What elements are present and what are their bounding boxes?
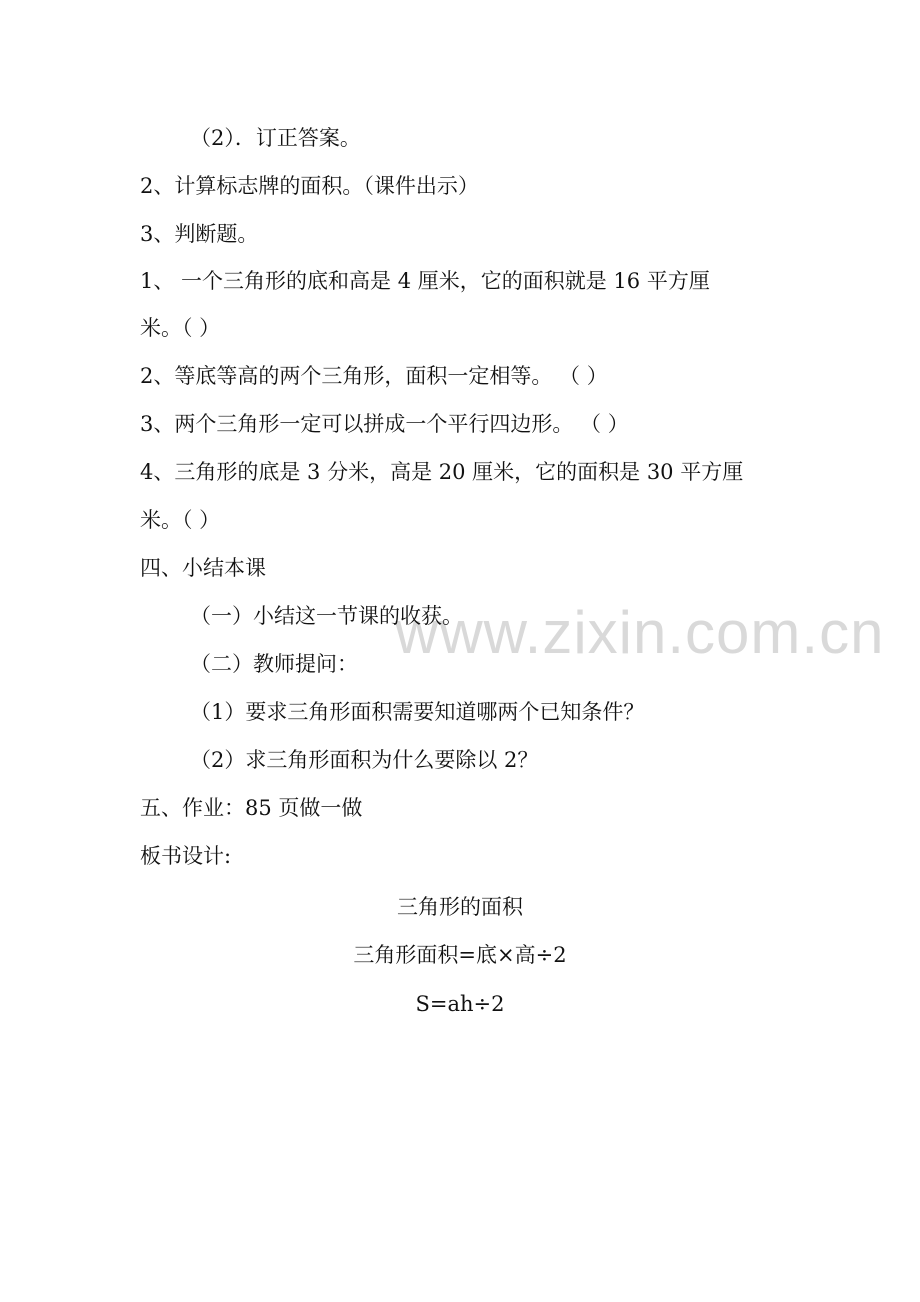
- judgement-item-3: 3、两个三角形一定可以拼成一个平行四边形。 （ ）: [140, 412, 629, 436]
- summary-item-2: （二）教师提问：: [190, 652, 358, 676]
- sign-area-task-line: 2、计算标志牌的面积。（课件出示）: [140, 174, 479, 198]
- summary-heading: 四、小结本课: [140, 556, 266, 580]
- watermark: www.zixin.com.cn: [395, 599, 885, 666]
- judgement-heading: 3、判断题。: [140, 222, 259, 246]
- answer-correction-line: （2）．订正答案。: [190, 126, 361, 150]
- board-formula-symbols: S=ah÷2: [415, 992, 505, 1016]
- homework-heading: 五、作业：85 页做一做: [140, 796, 363, 820]
- judgement-item-4-cont: 米。（ ）: [140, 508, 221, 532]
- judgement-item-2: 2、等底等高的两个三角形，面积一定相等。 （ ）: [140, 364, 608, 388]
- judgement-item-1-cont: 米。（ ）: [140, 316, 221, 340]
- judgement-item-4: 4、三角形的底是 3 分米，高是 20 厘米，它的面积是 30 平方厘: [140, 460, 744, 484]
- board-title: 三角形的面积: [397, 895, 523, 919]
- judgement-item-1: 1、 一个三角形的底和高是 4 厘米，它的面积就是 16 平方厘: [140, 269, 710, 293]
- board-formula-words: 三角形面积=底×高÷2: [353, 943, 567, 967]
- summary-item-1: （一）小结这一节课的收获。: [190, 604, 463, 628]
- board-design-label: 板书设计:: [140, 844, 232, 868]
- teacher-question-1: （1）要求三角形面积需要知道哪两个已知条件？: [190, 700, 645, 724]
- teacher-question-2: （2）求三角形面积为什么要除以 2？: [190, 748, 539, 772]
